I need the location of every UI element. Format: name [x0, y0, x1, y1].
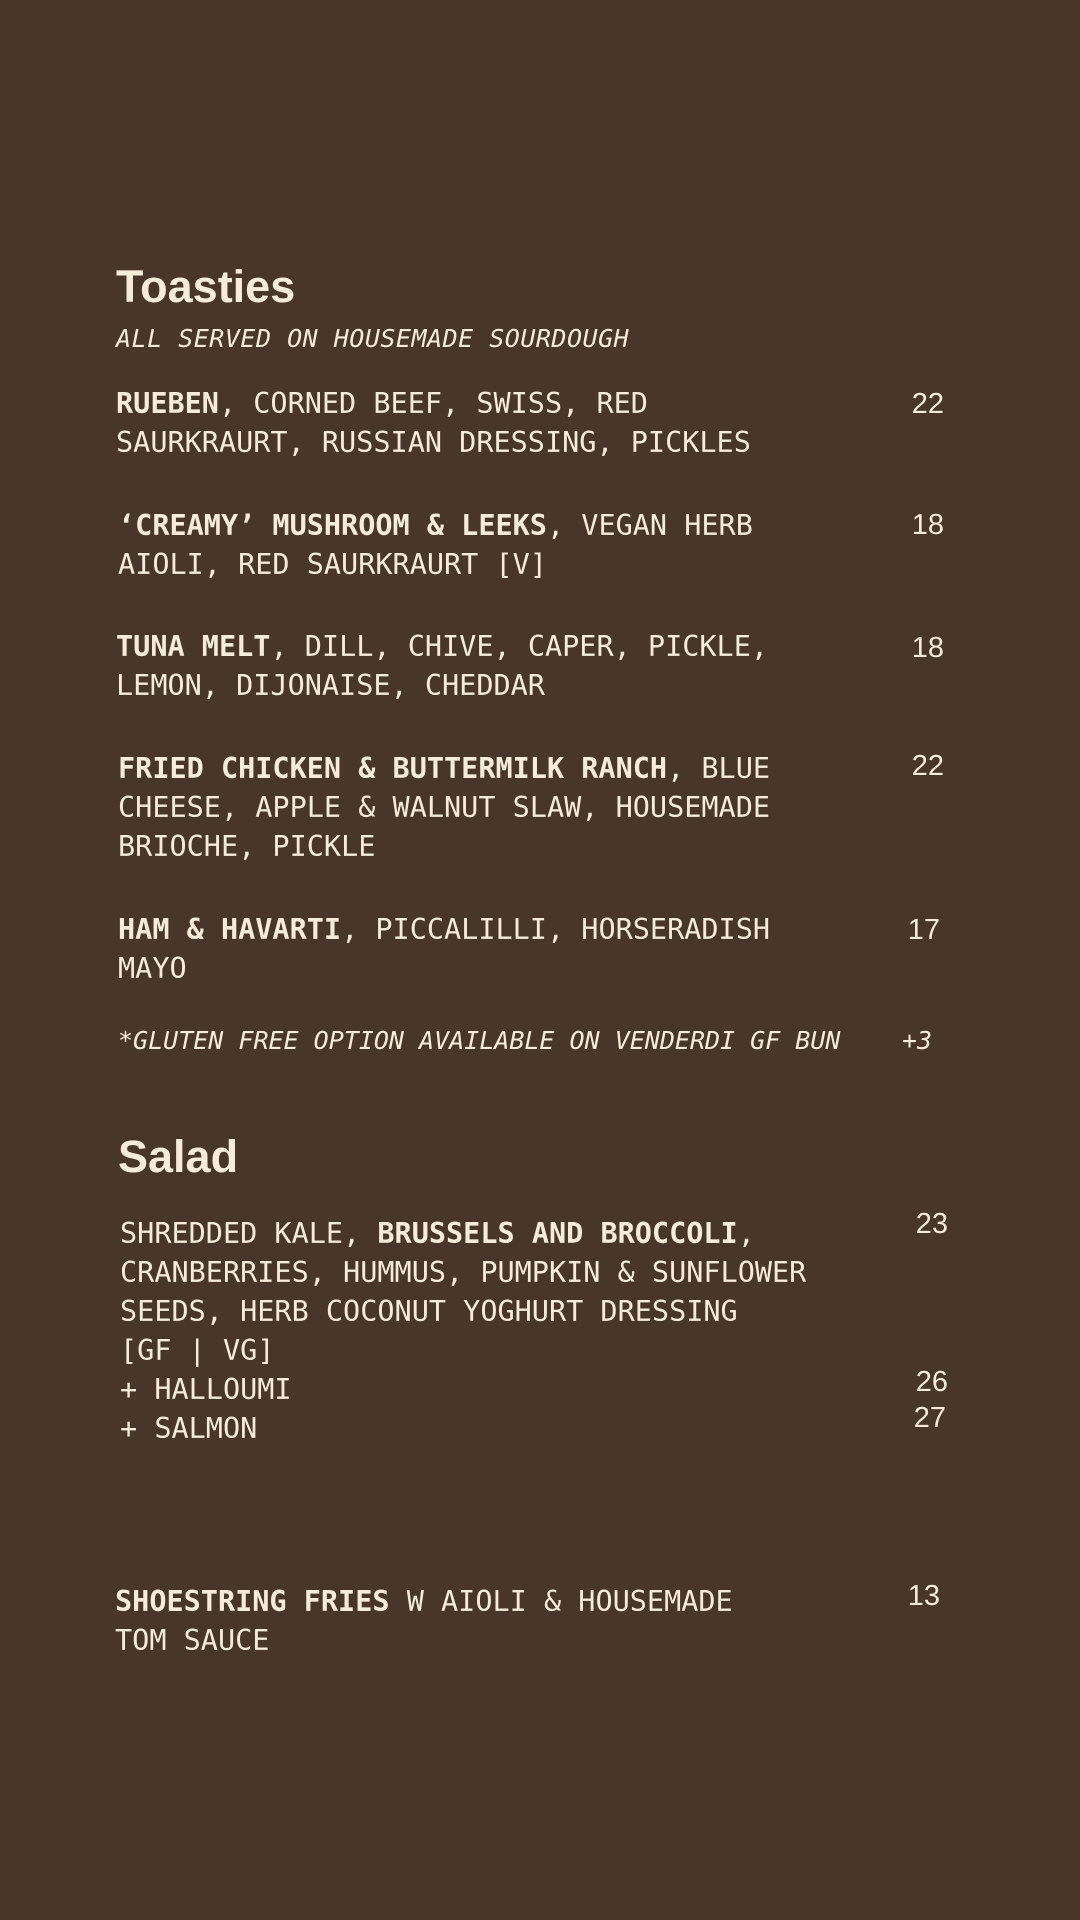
item-name: TUNA MELT [116, 630, 271, 663]
menu-item-fried-chicken [118, 749, 808, 866]
section-title-salad: Salad [118, 1131, 239, 1182]
addon-price-halloumi: 26 [915, 1366, 948, 1398]
item-desc: , VEGAN HERB AIOLI, RED SAURKRAURT [V] [118, 509, 753, 581]
item-desc: , BLUE CHEESE, APPLE & WALNUT SLAW, HOUSEMADE BRIOCHE, PICKLE [118, 752, 771, 863]
item-desc: SHREDDED KALE, [120, 1217, 378, 1250]
item-price: 22 [911, 750, 944, 782]
addon-halloumi: + HALLOUMI [120, 1373, 292, 1406]
section-title-toasties: Toasties [116, 261, 296, 312]
dietary-tags: [GF | VG] [120, 1334, 275, 1367]
item-price: 13 [907, 1580, 940, 1612]
item-desc: W AIOLI & HOUSEMADE TOM SAUCE [115, 1585, 733, 1657]
gluten-free-note: *GLUTEN FREE OPTION AVAILABLE ON VENDERDI GF BUN [118, 1026, 841, 1055]
item-desc: , CORNED BEEF, SWISS, RED SAURKRAURT, RUSSIAN DRESSING, PICKLES [116, 387, 751, 459]
item-name: BRUSSELS AND BROCCOLI [377, 1217, 738, 1250]
item-name: RUEBEN [116, 387, 219, 420]
addon-salmon: + SALMON [120, 1412, 258, 1445]
item-name: SHOESTRING FRIES [115, 1585, 390, 1618]
item-price: 18 [911, 632, 944, 664]
item-name: ‘CREAMY’ MUSHROOM & LEEKS [118, 509, 547, 542]
item-price: 18 [911, 509, 944, 541]
addon-price-salmon: 27 [913, 1402, 946, 1434]
menu-item-salad [120, 1214, 840, 1448]
gluten-free-surcharge: +3 [902, 1026, 933, 1055]
menu-item-tuna-melt [116, 627, 806, 705]
item-price: 22 [911, 388, 944, 420]
item-desc: , PICCALILLI, HORSERADISH MAYO [118, 913, 771, 985]
menu-item-rueben [116, 384, 776, 462]
item-name: HAM & HAVARTI [118, 913, 342, 946]
item-desc: , DILL, CHIVE, CAPER, PICKLE, LEMON, DIJONAISE, CHEDDAR [116, 630, 769, 702]
item-price: 17 [907, 914, 940, 946]
item-desc: , CRANBERRIES, HUMMUS, PUMPKIN & SUNFLOWER SEEDS, HERB COCONUT YOGHURT DRESSING [120, 1217, 807, 1328]
item-name: FRIED CHICKEN & BUTTERMILK RANCH [118, 752, 668, 785]
item-price: 23 [915, 1208, 948, 1240]
section-subtitle-toasties: ALL SERVED ON HOUSEMADE SOURDOUGH [116, 324, 630, 353]
menu-item-fries [115, 1582, 775, 1660]
menu-item-mushroom-leeks [118, 506, 798, 584]
menu-item-ham-havarti [118, 910, 808, 988]
